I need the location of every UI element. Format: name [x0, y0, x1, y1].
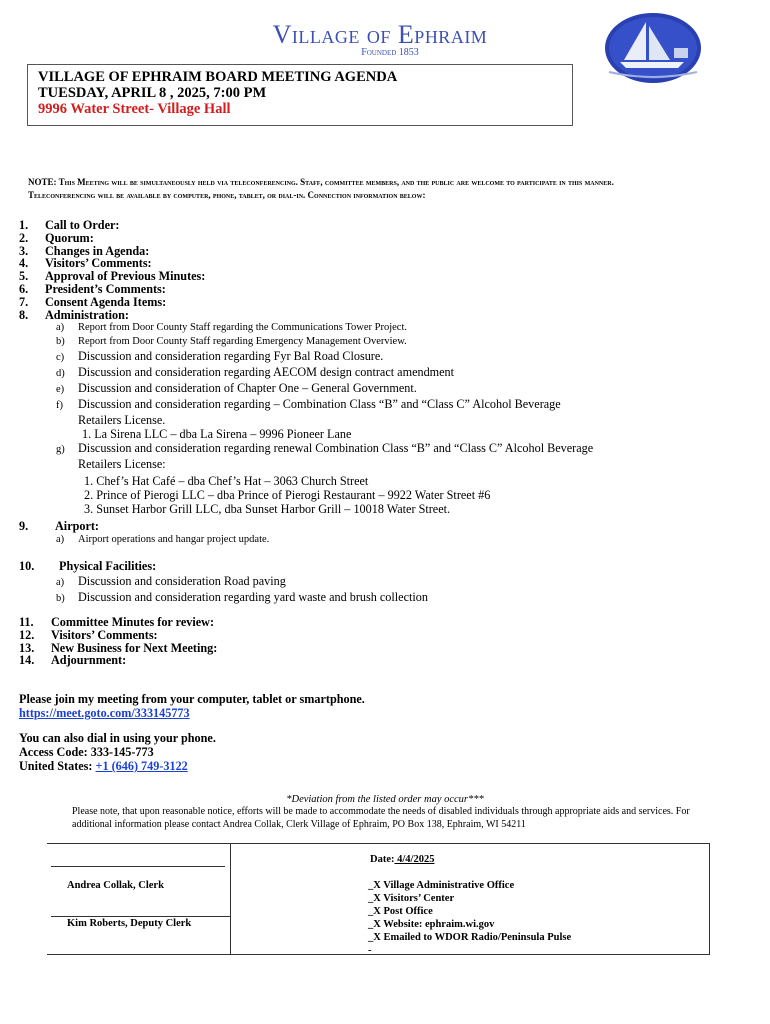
subitem-g-1: 1. Chef’s Hat Café – dba Chef’s Hat – 3063 Church Street — [84, 474, 369, 488]
agenda-item: 11. Committee Minutes for review: — [19, 615, 215, 629]
agenda-items-end — [19, 616, 217, 667]
subitem-f: f) Discussion and consideration regarding – Combination Class “B” and “Class C” Alcohol Beverage — [56, 397, 561, 411]
subitem-f-cont: Retailers License. — [78, 413, 166, 427]
posting-locations: _X Village Administrative Office _X Visitors’ Center _X Post Office _X Website: ephraim.wi.gov _X Emailed to WDOR Radio/Peninsula Pulse - — [368, 880, 572, 956]
teleconference-note: NOTE: This Meeting will be simultaneously held via teleconferencing. Staff, committee members, and the public are welcome to participate in this manner. Teleconferencing will be available by computer, phone, tablet, or dial-in. Connection information below: — [28, 177, 614, 200]
agenda-item: 3. Changes in Agenda: — [19, 243, 150, 258]
agenda-item: 14. Adjournment: — [19, 653, 127, 668]
village-title: Village of Ephraim — [272, 20, 488, 49]
agenda-items — [19, 219, 205, 321]
subitem-g-2: 2. Prince of Pierogi LLC – dba Prince of Pierogi Restaurant – 9922 Water Street #6 — [84, 488, 491, 502]
meeting-info — [19, 692, 365, 773]
disability-notice: Please note, that upon reasonable notice, efforts will be made to accommodate the needs of disabled individuals through appropriate aids and services. For additional information please contact Andrea Collak, Clerk Village of Ephraim, PO Box 138, Ephraim, WI 54211 — [72, 806, 690, 830]
clerk-name: Andrea Collak, Clerk — [67, 880, 164, 891]
agenda-title: VILLAGE OF EPHRAIM BOARD MEETING AGENDA — [38, 69, 398, 85]
agenda-item: 7. Consent Agenda Items: — [19, 294, 167, 309]
agenda-item: 2. Quorum: — [19, 230, 94, 245]
access-code: Access Code: 333-145-773 — [19, 745, 154, 759]
administration-subitems — [56, 321, 593, 516]
agenda-location: 9996 Water Street- Village Hall — [38, 101, 231, 117]
posting-date: Date: 4/4/2025 — [370, 854, 435, 865]
agenda-item-airport: 9. Airport: — [19, 519, 99, 533]
subitem-g-cont: Retailers License: — [78, 457, 166, 471]
agenda-item: 1. Call to Order: — [19, 218, 120, 232]
subitem-a: a) Report from Door County Staff regarding the Communications Tower Project. — [56, 322, 407, 333]
subitem-g-3: 3. Sunset Harbor Grill LLC, dba Sunset Harbor Grill – 10018 Water Street. — [84, 502, 451, 516]
subitem-e: e) Discussion and consideration of Chapter One – General Government. — [56, 381, 417, 395]
phone-link[interactable]: +1 (646) 749-3122 — [95, 759, 188, 773]
us-label: United States: — [19, 759, 96, 773]
subitem-c: c) Discussion and consideration regarding Fyr Bal Road Closure. — [56, 349, 384, 363]
deviation-note: *Deviation from the listed order may occur*** — [286, 794, 484, 805]
agenda-date: TUESDAY, APRIL 8 , 2025, 7:00 PM — [38, 85, 267, 101]
agenda-item: 4. Visitors’ Comments: — [19, 256, 152, 271]
village-logo-icon — [604, 12, 702, 84]
founded-text: Founded 1853 — [361, 47, 419, 58]
agenda-item: 12. Visitors’ Comments: — [19, 627, 158, 642]
meeting-link[interactable]: https://meet.goto.com/333145773 — [19, 706, 190, 720]
agenda-item: 6. President’s Comments: — [19, 281, 166, 296]
agenda-item: 8. Administration: — [19, 307, 129, 322]
signature-box — [47, 843, 710, 955]
subitem-g: g) Discussion and consideration regarding renewal Combination Class “B” and “Class C” Alcohol Beverage — [56, 441, 594, 455]
join-text: Please join my meeting from your computer, tablet or smartphone. — [19, 692, 365, 706]
subitem-b: b) Report from Door County Staff regarding Emergency Management Overview. — [56, 336, 407, 347]
subitem-f-1: 1. La Sirena LLC – dba La Sirena – 9996 Pioneer Lane — [82, 427, 352, 441]
dial-text: You can also dial in using your phone. — [19, 731, 216, 745]
airport-subitem: a) Airport operations and hangar project update. — [56, 534, 270, 545]
subitem-d: d) Discussion and consideration regarding AECOM design contract amendment — [56, 365, 455, 379]
deputy-clerk-name: Kim Roberts, Deputy Clerk — [67, 918, 192, 929]
agenda-header-box — [27, 64, 573, 126]
agenda-item: 13. New Business for Next Meeting: — [19, 640, 218, 655]
agenda-item-facilities: 10. Physical Facilities: — [19, 559, 157, 573]
facilities-subitems: a) Discussion and consideration Road paving b) Discussion and consideration regarding yard waste and brush collection — [56, 574, 428, 604]
agenda-item: 5. Approval of Previous Minutes: — [19, 269, 206, 284]
